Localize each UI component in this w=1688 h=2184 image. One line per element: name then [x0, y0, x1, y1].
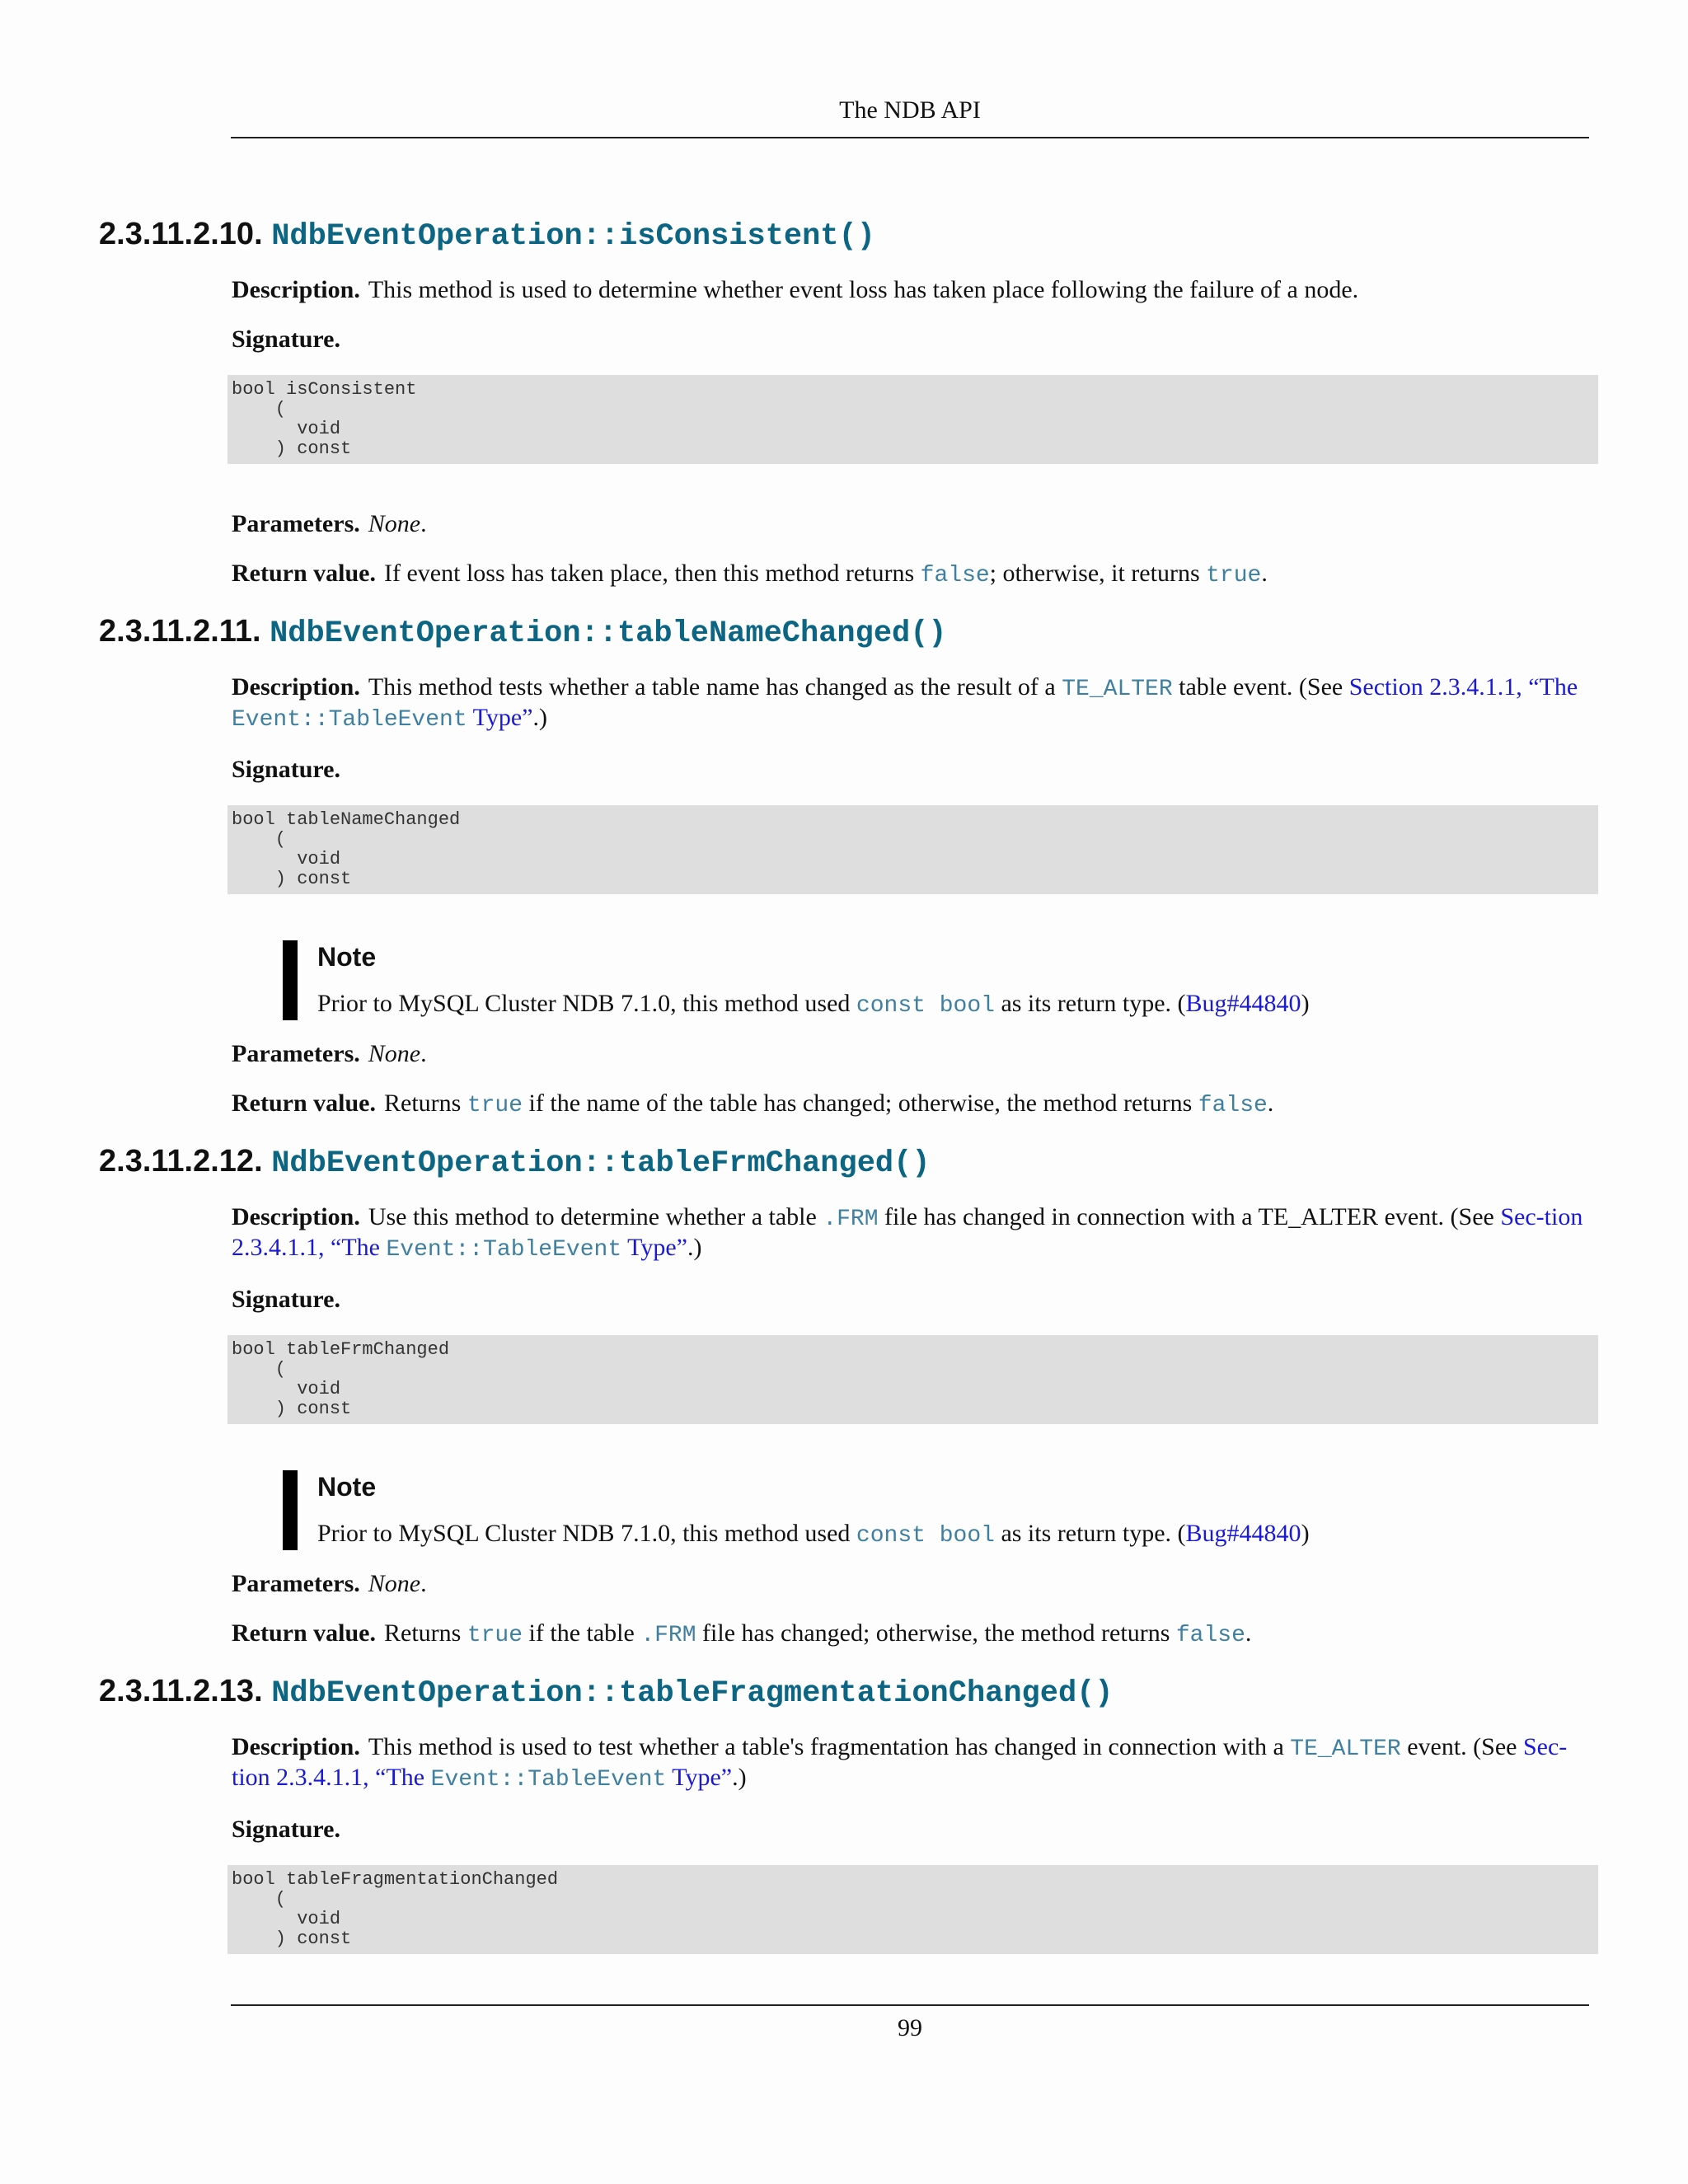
signature-label: Signature.	[232, 756, 340, 783]
header-title: The NDB API	[839, 96, 981, 124]
signature-code-block: bool tableFragmentationChanged ( void ) const	[227, 1865, 1598, 1954]
method-title: NdbEventOperation::tableFrmChanged()	[271, 1146, 931, 1181]
section-tablefragmentationchanged	[0, 1671, 1688, 1954]
section-tablenamechanged	[0, 612, 1688, 1120]
note-text: Prior to MySQL Cluster NDB 7.1.0, this method used const bool as its return type. (Bug#44840)	[317, 990, 1310, 1019]
section-tablefrmchanged	[0, 1141, 1688, 1650]
note-box	[283, 940, 1554, 1020]
description: Description. This method is used to determine whether event loss has taken place following the failure of a node.	[232, 276, 1359, 303]
section-isconsistent	[0, 214, 1688, 590]
signature-code-block: bool isConsistent ( void ) const	[227, 375, 1598, 464]
signature-label: Signature.	[232, 326, 340, 353]
parameters: Parameters. None.	[232, 510, 427, 537]
return-value: Return value. Returns true if the name of the table has changed; otherwise, the method returns false.	[232, 1090, 1274, 1118]
note-text: Prior to MySQL Cluster NDB 7.1.0, this method used const bool as its return type. (Bug#44840)	[317, 1520, 1310, 1549]
bug-link[interactable]: Bug#44840	[1185, 990, 1301, 1017]
bug-link[interactable]: Bug#44840	[1185, 1520, 1301, 1547]
signature-label: Signature.	[232, 1286, 340, 1313]
signature-label: Signature.	[232, 1816, 340, 1843]
method-title: NdbEventOperation::isConsistent()	[271, 219, 875, 254]
method-title: NdbEventOperation::tableFragmentationChanged()	[271, 1676, 1114, 1711]
page-header	[231, 92, 1589, 138]
section-heading: 2.3.11.2.12. NdbEventOperation::tableFrmChanged()	[99, 1144, 931, 1181]
section-link[interactable]: Section 2.3.4.1.1, “The Event::TableEvent Type”	[232, 673, 1578, 733]
description: Description. This method is used to test whether a table's fragmentation has changed in connection with a TE_ALTER event. (See Sec-tion 2.3.4.1.1, “The Event::TableEvent Type”.)	[232, 1733, 1568, 1793]
description: Description. Use this method to determine whether a table .FRM file has changed in connection with a TE_ALTER event. (See Sec-tion 2.3.4.1.1, “The Event::TableEvent Type”.)	[232, 1203, 1583, 1263]
note-box	[283, 1470, 1554, 1550]
signature-code-block: bool tableFrmChanged ( void ) const	[227, 1335, 1598, 1424]
parameters: Parameters. None.	[232, 1570, 427, 1597]
method-title: NdbEventOperation::tableNameChanged()	[270, 616, 947, 651]
signature-code-block: bool tableNameChanged ( void ) const	[227, 805, 1598, 894]
note-title: Note	[317, 1472, 377, 1502]
return-value: Return value. Returns true if the table .FRM file has changed; otherwise, the method returns false.	[232, 1619, 1252, 1648]
section-heading: 2.3.11.2.10. NdbEventOperation::isConsistent()	[99, 217, 875, 254]
section-link[interactable]: Sec-tion 2.3.4.1.1, “The Event::TableEvent Type”	[232, 1733, 1568, 1793]
page-footer	[231, 2004, 1589, 2042]
note-title: Note	[317, 942, 377, 972]
return-value: Return value. If event loss has taken place, then this method returns false; otherwise, it returns true.	[232, 560, 1268, 588]
parameters: Parameters. None.	[232, 1040, 427, 1067]
section-heading: 2.3.11.2.13. NdbEventOperation::tableFragmentationChanged()	[99, 1674, 1114, 1711]
page-number: 99	[898, 2014, 922, 2041]
description: Description. This method tests whether a table name has changed as the result of a TE_ALTER table event. (See Section 2.3.4.1.1, “The Event::TableEvent Type”.)	[232, 673, 1578, 733]
section-link[interactable]: Sec-tion 2.3.4.1.1, “The Event::TableEvent Type”	[232, 1203, 1583, 1263]
page-content	[0, 214, 1688, 2000]
section-heading: 2.3.11.2.11. NdbEventOperation::tableNameChanged()	[99, 614, 947, 651]
